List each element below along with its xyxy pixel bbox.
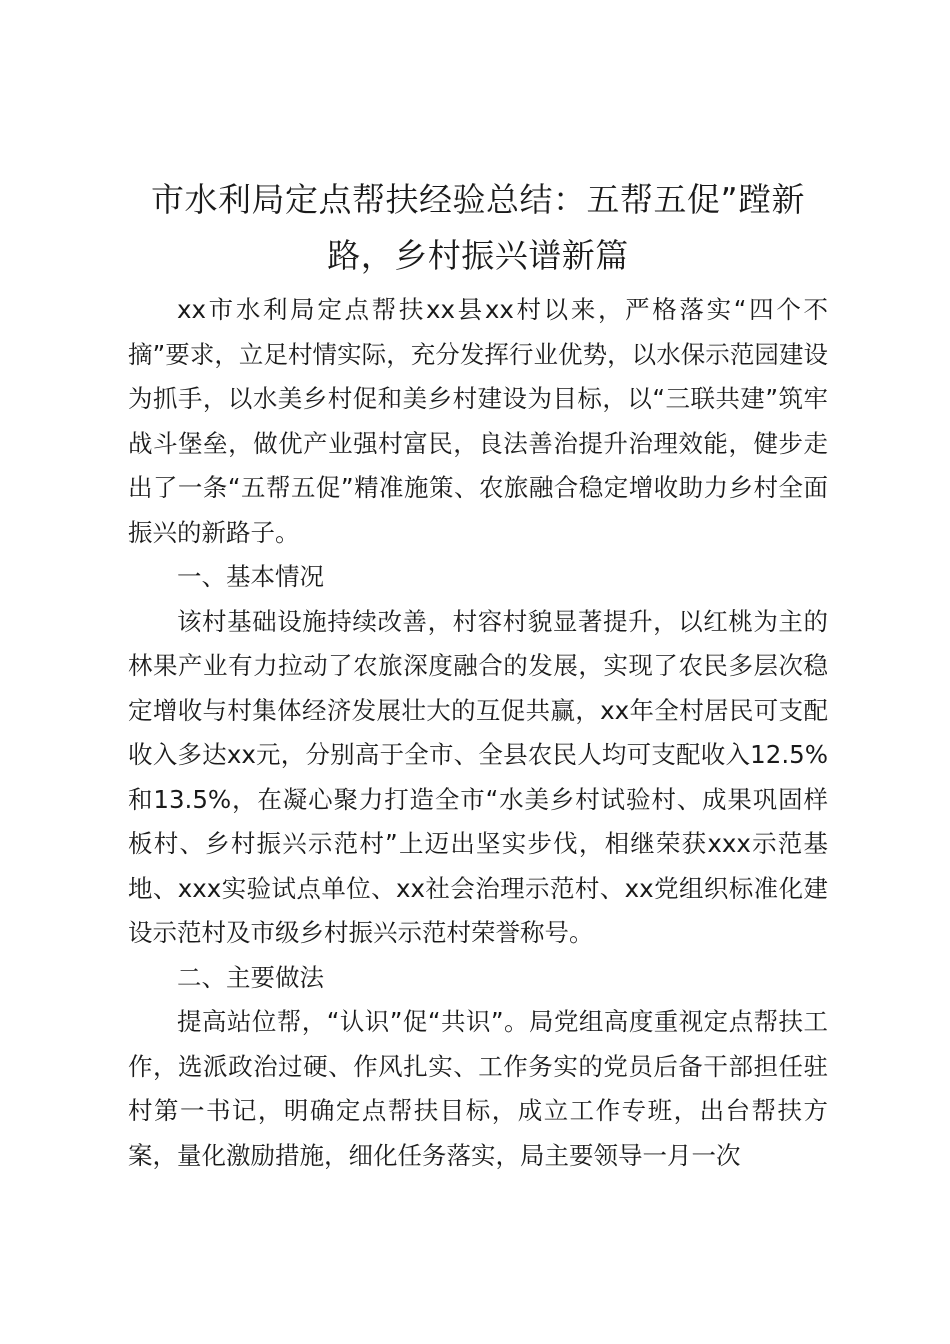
basic-situation-paragraph: 该村基础设施持续改善，村容村貌显著提升，以红桃为主的林果产业有力拉动了农旅深度融合的发展，实现了农民多层次稳定增收与村集体经济发展壮大的互促共赢，xx年全村居民可支配收入多达xx元，分别高于全市、全县农民人均可支配收入12.5%和13.5%，在凝心聚力打造全市“水美乡村试验村、成果巩固样板村、乡村振兴示范村”上迈出坚实步伐，相继荣获xxx示范基地、xxx实验试点单位、xx社会治理示范村、xx党组织标准化建设示范村及市级乡村振兴示范村荣誉称号。 <box>128 606 828 947</box>
document-page <box>128 172 828 1178</box>
intro-paragraph: xx市水利局定点帮扶xx县xx村以来，严格落实“四个不摘”要求，立足村情实际，充分发挥行业优势，以水保示范园建设为抓手，以水美乡村促和美乡村建设为目标，以“三联共建”筑牢战斗堡垒，做优产业强村富民，良法善治提升治理效能，健步走出了一条“五帮五促”精准施策、农旅融合稳定增收助力乡村全面振兴的新路子。 <box>128 295 828 547</box>
document-title: 市水利局定点帮扶经验总结：五帮五促”蹚新路，乡村振兴谱新篇 <box>150 180 806 275</box>
section-heading-basic-situation: 一、基本情况 <box>177 562 324 591</box>
section-heading-main-practices: 二、主要做法 <box>177 962 324 992</box>
main-practices-paragraph: 提高站位帮，“认识”促“共识”。局党组高度重视定点帮扶工作，选派政治过硬、作风扎实、工作务实的党员后备干部担任驻村第一书记，明确定点帮扶目标，成立工作专班，出台帮扶方案，量化激励措施，细化任务落实，局主要领导一月一次 <box>128 1007 828 1170</box>
